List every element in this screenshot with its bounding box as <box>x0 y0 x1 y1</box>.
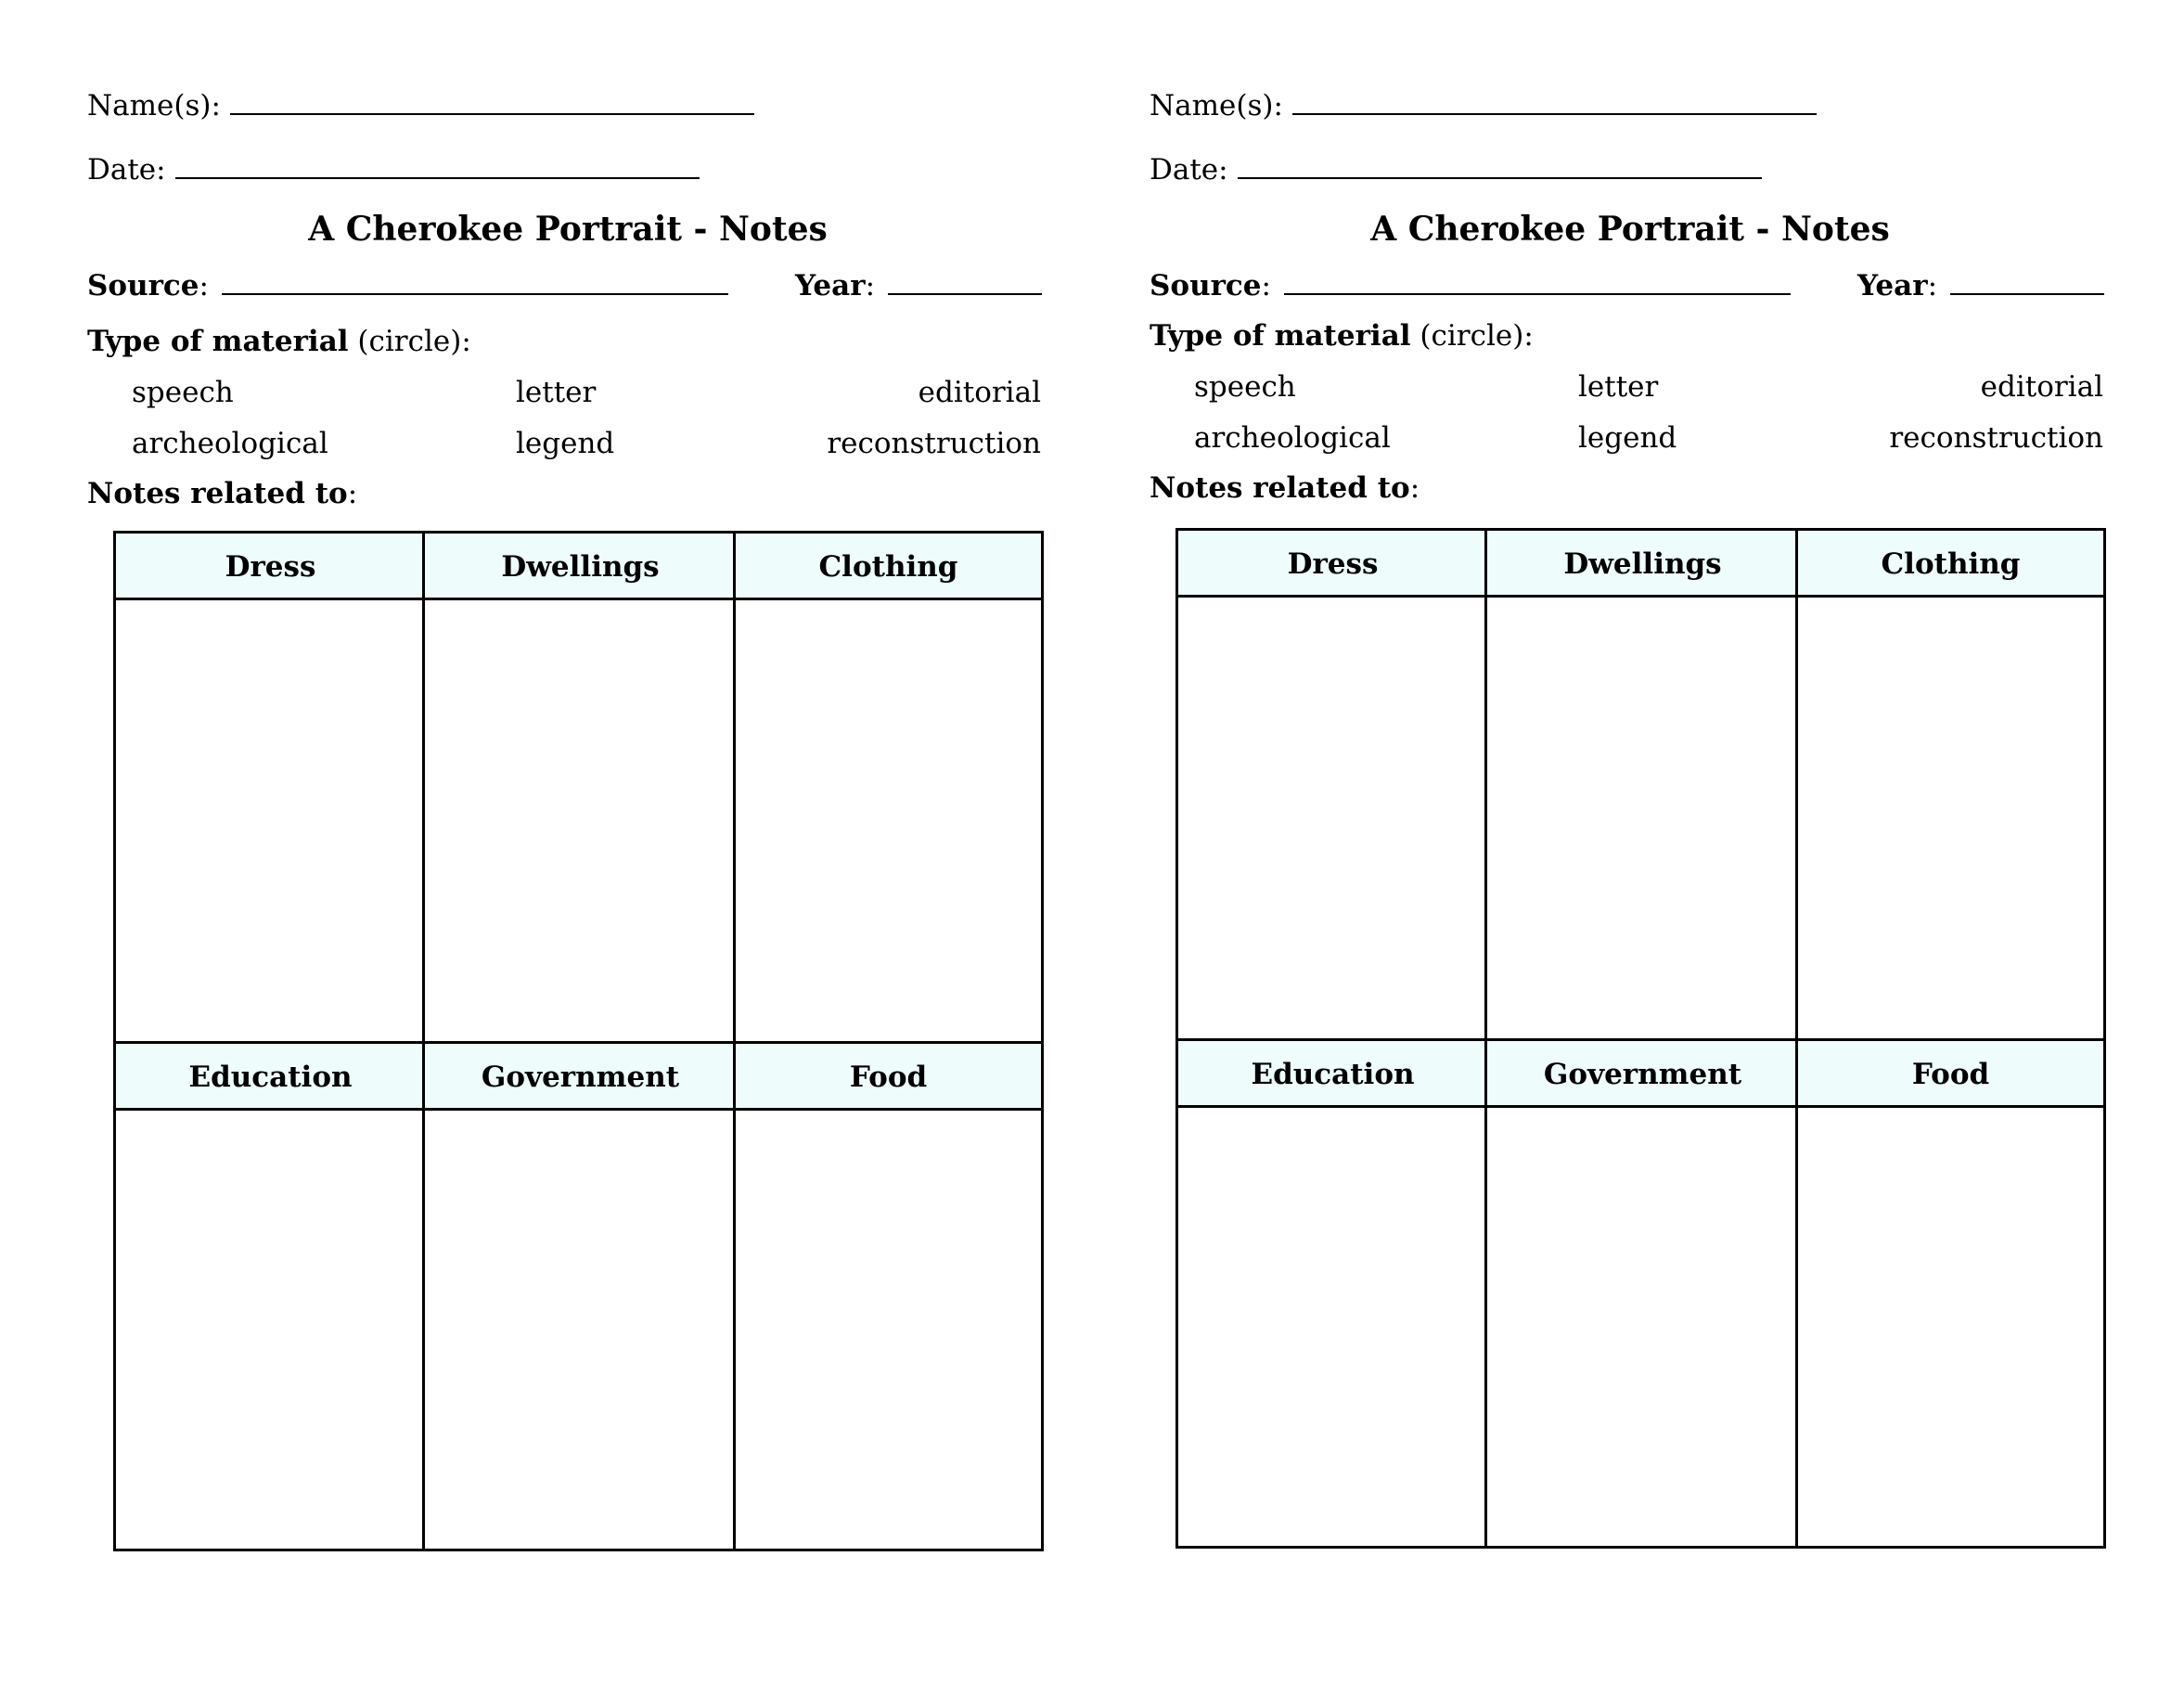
source-label: Source <box>87 269 199 302</box>
year-colon: : <box>865 269 876 302</box>
name-blank[interactable] <box>230 91 754 115</box>
column-divider <box>422 534 425 1549</box>
notes-cell-food[interactable] <box>736 1111 1041 1549</box>
year-field <box>795 269 1042 302</box>
notes-related-heading <box>1150 471 1420 505</box>
name-label: Name(s): <box>87 89 221 122</box>
name-field <box>87 89 754 122</box>
year-blank[interactable] <box>1950 271 2104 295</box>
notes-cell-dwellings[interactable] <box>425 600 736 1041</box>
column-divider <box>1484 531 1487 1546</box>
source-colon: : <box>199 269 209 302</box>
notes-table <box>1176 528 2106 1549</box>
name-blank[interactable] <box>1292 91 1817 115</box>
date-label: Date: <box>1150 153 1228 187</box>
header-food: Food <box>1798 1041 2103 1108</box>
option-legend[interactable]: legend <box>516 427 615 460</box>
type-of-material-heading <box>87 325 471 358</box>
option-letter[interactable]: letter <box>1578 370 1659 404</box>
option-letter[interactable]: letter <box>516 376 597 409</box>
notes-table <box>113 531 1044 1551</box>
notes-cell-government[interactable] <box>1487 1108 1798 1546</box>
option-speech[interactable]: speech <box>1194 370 1296 404</box>
source-colon: : <box>1261 269 1271 302</box>
option-reconstruction[interactable]: reconstruction <box>1889 421 2103 455</box>
notes-cell-dwellings[interactable] <box>1487 598 1798 1038</box>
notes-cell-education[interactable] <box>1178 1108 1487 1546</box>
source-blank[interactable] <box>222 271 728 295</box>
notes-label: Notes related to <box>1150 471 1410 505</box>
option-archeological[interactable]: archeological <box>1194 421 1391 455</box>
date-label: Date: <box>87 153 166 187</box>
header-dwellings: Dwellings <box>425 534 736 600</box>
type-of-material-heading <box>1150 319 1534 353</box>
name-label: Name(s): <box>1150 89 1283 122</box>
option-legend[interactable]: legend <box>1578 421 1677 455</box>
year-blank[interactable] <box>888 271 1042 295</box>
page-title: A Cherokee Portrait - Notes <box>308 210 828 249</box>
option-reconstruction[interactable]: reconstruction <box>827 427 1041 460</box>
year-label: Year <box>795 269 866 302</box>
option-editorial[interactable]: editorial <box>918 376 1041 409</box>
type-suffix: (circle): <box>348 325 471 358</box>
year-label: Year <box>1857 269 1928 302</box>
date-field <box>87 153 700 187</box>
notes-cell-dress[interactable] <box>1178 598 1487 1038</box>
header-dress: Dress <box>1178 531 1487 598</box>
notes-cell-education[interactable] <box>116 1111 425 1549</box>
option-speech[interactable]: speech <box>132 376 234 409</box>
header-clothing: Clothing <box>736 534 1041 600</box>
header-clothing: Clothing <box>1798 531 2103 598</box>
page-title: A Cherokee Portrait - Notes <box>1370 210 1890 249</box>
header-food: Food <box>736 1044 1041 1111</box>
date-blank[interactable] <box>175 155 700 179</box>
type-label: Type of material <box>1150 319 1411 353</box>
notes-colon: : <box>1409 471 1420 505</box>
column-divider <box>733 534 736 1549</box>
notes-related-heading <box>87 477 357 510</box>
notes-cell-dress[interactable] <box>116 600 425 1041</box>
option-editorial[interactable]: editorial <box>1980 370 2103 404</box>
date-blank[interactable] <box>1238 155 1762 179</box>
notes-sheet-right <box>1150 0 2184 1685</box>
notes-cell-government[interactable] <box>425 1111 736 1549</box>
option-archeological[interactable]: archeological <box>132 427 328 460</box>
source-field <box>87 269 728 302</box>
type-suffix: (circle): <box>1410 319 1534 353</box>
notes-sheet-left <box>87 0 1145 1685</box>
type-label: Type of material <box>87 325 349 358</box>
source-blank[interactable] <box>1284 271 1791 295</box>
header-education: Education <box>1178 1041 1487 1108</box>
name-field <box>1150 89 1817 122</box>
notes-cell-clothing[interactable] <box>736 600 1041 1041</box>
date-field <box>1150 153 1762 187</box>
column-divider <box>1795 531 1798 1546</box>
header-dwellings: Dwellings <box>1487 531 1798 598</box>
year-field <box>1857 269 2104 302</box>
source-field <box>1150 269 1791 302</box>
notes-label: Notes related to <box>87 477 348 510</box>
year-colon: : <box>1927 269 1938 302</box>
header-government: Government <box>425 1044 736 1111</box>
header-government: Government <box>1487 1041 1798 1108</box>
header-education: Education <box>116 1044 425 1111</box>
header-dress: Dress <box>116 534 425 600</box>
notes-colon: : <box>347 477 358 510</box>
source-label: Source <box>1150 269 1262 302</box>
notes-cell-food[interactable] <box>1798 1108 2103 1546</box>
notes-cell-clothing[interactable] <box>1798 598 2103 1038</box>
